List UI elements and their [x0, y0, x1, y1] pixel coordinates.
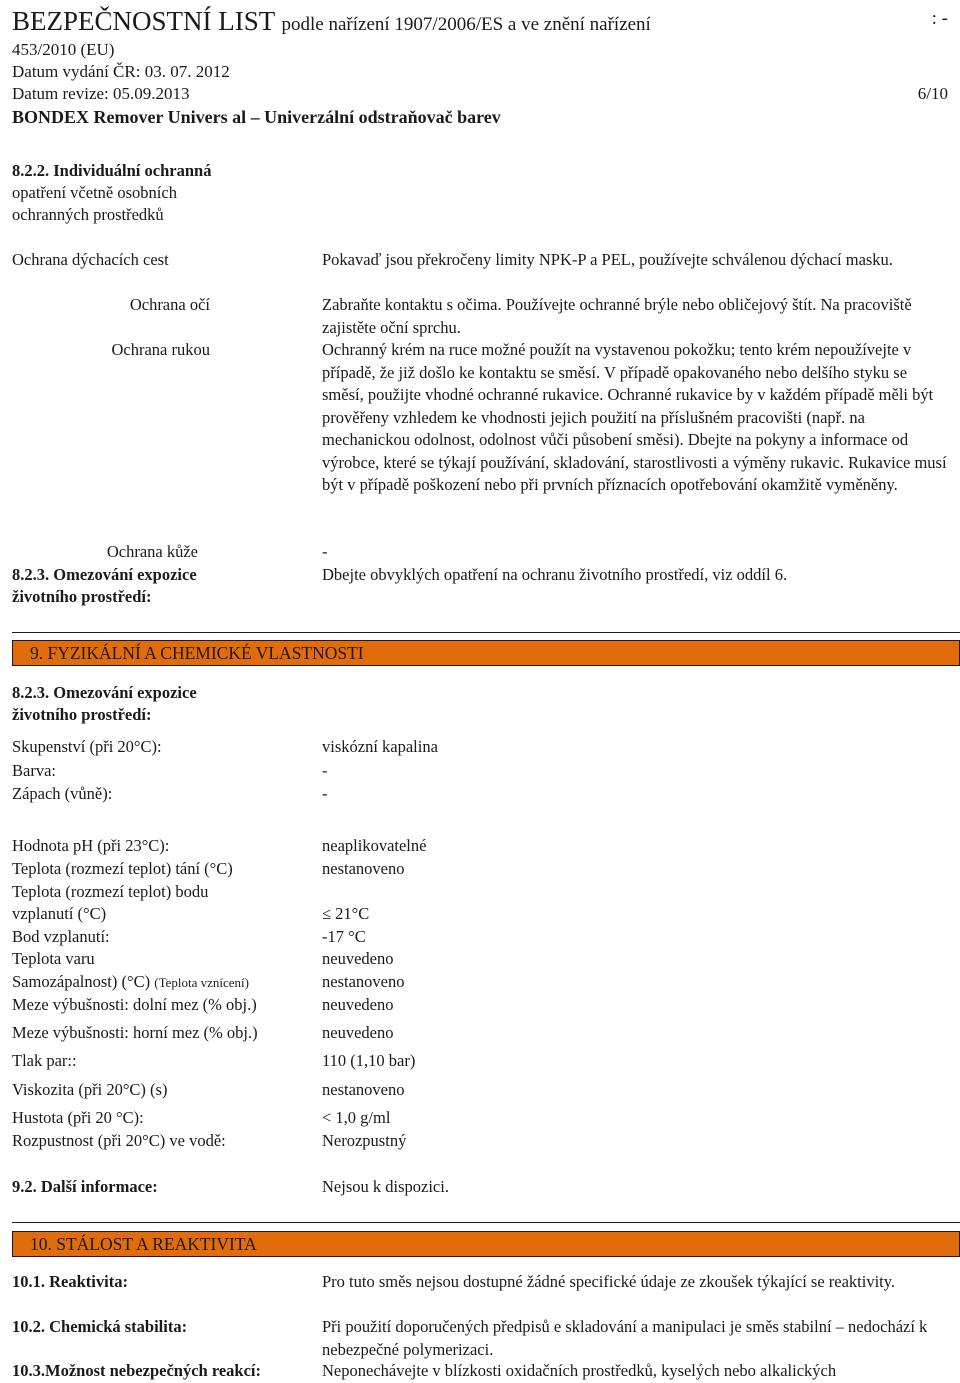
- property-value: nestanoveno: [322, 859, 405, 878]
- property-label: Hodnota pH (při 23°C):: [12, 836, 170, 855]
- property-label: Zápach (vůně):: [12, 784, 113, 803]
- property-label: Bod vzplanutí:: [12, 927, 110, 946]
- property-value: -: [322, 784, 328, 803]
- document-title: BEZPEČNOSTNÍ LIST podle nařízení 1907/2006/ES a ve znění nařízení: [12, 6, 651, 36]
- property-value: 110 (1,10 bar): [322, 1051, 416, 1070]
- property-value: nestanoveno: [322, 1080, 405, 1099]
- hazardous-reactions-label: 10.3.Možnost nebezpečných reakcí:: [12, 1361, 261, 1380]
- property-label: Tlak par::: [12, 1051, 77, 1070]
- property-label: Rozpustnost (při 20°C) ve vodě:: [12, 1131, 226, 1150]
- section-9-sub-heading-line1: 8.2.3. Omezování expozice: [12, 683, 197, 702]
- page-number: 6/10: [917, 84, 948, 103]
- other-info-value: Nejsou k dispozici.: [322, 1177, 449, 1196]
- env-exposure-label-line2: životního prostředí:: [12, 587, 152, 606]
- skin-protection-text: -: [322, 542, 328, 561]
- revision-date: Datum revize: 05.09.2013: [12, 84, 190, 103]
- property-value: neuvedeno: [322, 949, 394, 968]
- property-value: neuvedeno: [322, 1023, 394, 1042]
- chemical-stability-label: 10.2. Chemická stabilita:: [12, 1317, 188, 1336]
- hand-protection-text: Ochranný krém na ruce možné použít na vystavenou pokožku; tento krém nepoužívejte v případě, že již došlo ke kontaktu se směsí. V případě opakovaného nebo delšího styku se směsí, použijte vhodné ochranné rukavice. Ochranné rukavice by v každém případě měli být prověřeny vzhledem ke vhodnosti jejich použití na příslušném pracovišti (např. na mechanickou odolnost, odolnost vůči působení směsi). Dbejte na pokyny a informace od výrobce, které se týkají používání, skladování, starostlivosti a výměny rukavic. Rukavice musí být v případě poškození nebo při prvních příznacích opotřebování okamžitě vyměněny.: [322, 340, 947, 494]
- section-822-heading-line2: opatření včetně osobních: [12, 183, 177, 202]
- regulation-line: 453/2010 (EU): [12, 40, 115, 59]
- property-label: Teplota varu: [12, 949, 95, 968]
- product-name: BONDEX Remover Univers al – Univerzální odstraňovač barev: [12, 107, 501, 127]
- eye-protection-label: Ochrana očí: [129, 295, 210, 314]
- reactivity-label: 10.1. Reaktivita:: [12, 1272, 128, 1291]
- property-label: Viskozita (při 20°C) (s): [12, 1080, 168, 1099]
- property-value: viskózní kapalina: [322, 737, 438, 756]
- property-value: neaplikovatelné: [322, 836, 427, 855]
- property-label: Samozápalnost) (°C) (Teplota vznícení): [12, 972, 249, 991]
- respiratory-protection-label: Ochrana dýchacích cest: [12, 250, 169, 269]
- eye-protection-text: Zabraňte kontaktu s očima. Používejte ochranné brýle nebo obličejový štít. Na pracoviště zajistěte oční sprchu.: [322, 295, 912, 337]
- section-822-heading-line1: 8.2.2. Individuální ochranná: [12, 161, 212, 180]
- other-info-label: 9.2. Další informace:: [12, 1177, 158, 1196]
- header-corner-mark: : -: [931, 8, 948, 29]
- hazardous-reactions-text: Neponechávejte v blízkosti oxidačních prostředků, kyselých nebo alkalických: [322, 1361, 837, 1380]
- document-subtitle: podle nařízení 1907/2006/ES a ve znění nařízení: [281, 14, 651, 35]
- section-9-heading: 9. FYZIKÁLNÍ A CHEMICKÉ VLASTNOSTI: [30, 643, 364, 663]
- property-value: -17 °C: [322, 927, 366, 946]
- section-10-heading: 10. STÁLOST A REAKTIVITA: [30, 1234, 257, 1254]
- property-value: nestanoveno: [322, 972, 405, 991]
- env-exposure-label-line1: 8.2.3. Omezování expozice: [12, 565, 197, 584]
- property-label: Teplota (rozmezí teplot) tání (°C): [12, 859, 233, 878]
- issue-date: Datum vydání ČR: 03. 07. 2012: [12, 62, 230, 81]
- section-9-top-rule: [12, 632, 960, 633]
- hand-protection-label: Ochrana rukou: [111, 340, 210, 359]
- property-label: vzplanutí (°C): [12, 904, 107, 923]
- section-10-top-rule: [12, 1222, 960, 1223]
- section-9-sub-heading-line2: životního prostředí:: [12, 705, 152, 724]
- property-value: -: [322, 761, 328, 780]
- property-value: Nerozpustný: [322, 1131, 407, 1150]
- property-label: Teplota (rozmezí teplot) bodu: [12, 882, 209, 901]
- property-label-note: (Teplota vznícení): [154, 975, 249, 990]
- property-value: < 1,0 g/ml: [322, 1108, 391, 1127]
- section-822-heading-line3: ochranných prostředků: [12, 205, 164, 224]
- property-label: Hustota (při 20 °C):: [12, 1108, 144, 1127]
- property-label: Meze výbušnosti: dolní mez (% obj.): [12, 995, 257, 1014]
- property-value: neuvedeno: [322, 995, 394, 1014]
- property-label: Barva:: [12, 761, 56, 780]
- skin-protection-label: Ochrana kůže: [106, 542, 198, 561]
- chemical-stability-text: Při použití doporučených předpisů e skladování a manipulaci je směs stabilní – nedochází k nebezpečné polymerizaci.: [322, 1317, 928, 1359]
- env-exposure-text: Dbejte obvyklých opatření na ochranu životního prostředí, viz oddíl 6.: [322, 565, 788, 584]
- property-label: Meze výbušnosti: horní mez (% obj.): [12, 1023, 258, 1042]
- reactivity-text: Pro tuto směs nejsou dostupné žádné specifické údaje ze zkoušek týkající se reaktivity.: [322, 1272, 896, 1291]
- property-label: Skupenství (při 20°C):: [12, 737, 162, 756]
- property-value: ≤ 21°C: [322, 904, 370, 923]
- respiratory-protection-text: Pokavaď jsou překročeny limity NPK-P a PEL, používejte schválenou dýchací masku.: [322, 250, 893, 269]
